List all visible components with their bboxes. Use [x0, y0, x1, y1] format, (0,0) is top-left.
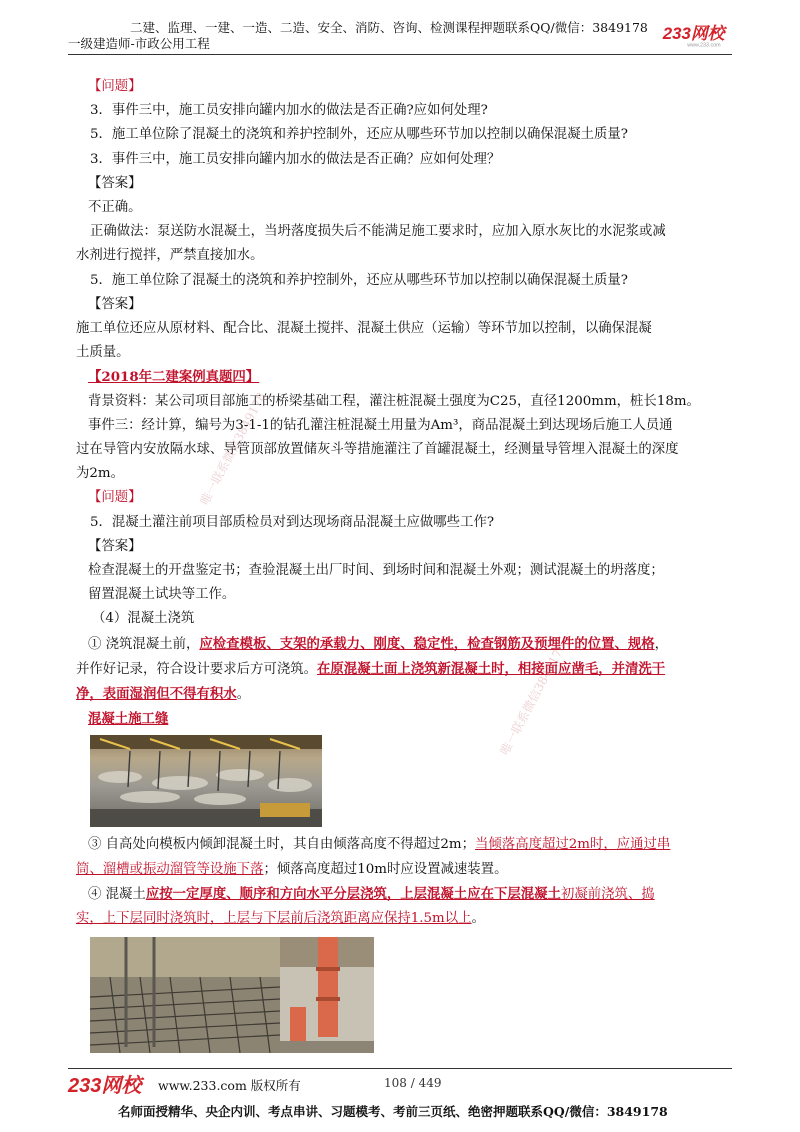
answer-heading: 【答案】	[88, 175, 142, 191]
paragraph	[76, 682, 736, 707]
paragraph	[88, 882, 736, 907]
paragraph	[76, 657, 736, 682]
paragraph	[88, 833, 736, 857]
highlight-text: 筒、溜槽或振动溜管等设施下落	[76, 861, 264, 877]
footer-logo	[66, 1073, 152, 1097]
chute-pipe-photo	[280, 937, 374, 1053]
construction-joint-photo	[90, 735, 322, 827]
question-heading: 【问题】	[88, 490, 142, 506]
paragraph: 3．事件三中，施工员安排向罐内加水的做法是否正确?应如何处理?	[90, 103, 488, 119]
text-run: 并作好记录，符合设计要求后方可浇筑。	[76, 661, 318, 677]
paragraph: 3．事件三中，施工员安排向罐内加水的做法是否正确？应如何处理？	[90, 151, 501, 167]
paragraph: 5．施工单位除了混凝土的浇筑和养护控制外，还应从哪些环节加以控制以确保混凝土质量?	[90, 127, 628, 143]
text-run: 。	[471, 911, 485, 927]
paragraph: 不正确。	[88, 200, 142, 216]
text-run: ① 浇筑混凝土前，	[88, 636, 200, 652]
svg-text:www.233.com: www.233.com	[687, 42, 721, 48]
paragraph	[76, 858, 736, 882]
section-heading: （4）混凝土浇筑	[92, 611, 195, 627]
figure-caption: 混凝土施工缝	[88, 711, 169, 728]
watermark: 唯一联系微信3849178	[497, 640, 569, 758]
paragraph	[88, 632, 736, 657]
paragraph: 土质量。	[76, 345, 130, 361]
watermark: 唯一联系微信3849178	[197, 390, 269, 508]
page-number: 108 / 449	[384, 1076, 442, 1090]
header-subtitle: 一级建造师-市政公用工程	[68, 36, 210, 51]
paragraph: 为2m。	[76, 466, 124, 482]
paragraph: 事件三：经计算，编号为3-1-1的钻孔灌注桩混凝土用量为Am³，商品混凝土到达现场后施工人员通	[88, 417, 673, 433]
answer-heading: 【答案】	[88, 296, 142, 312]
text-run: ，	[654, 636, 669, 652]
svg-text:233网校: 233网校	[662, 23, 725, 43]
text-run: ③ 自高处向模板内倾卸混凝土时，其自由倾落高度不得超过2m；	[88, 837, 476, 853]
question-heading: 【问题】	[88, 79, 142, 94]
highlight-text: 应检查模板、支架的承载力、刚度、稳定性，检查钢筋及预埋件的位置、规格	[199, 635, 655, 652]
text-run: ；倾落高度超过10m时应设置减速装置。	[263, 861, 508, 877]
header-logo	[648, 22, 748, 48]
footer-ad-line: 名师面授精华、央企内训、考点串讲、习题模考、考前三页纸、绝密押题联系QQ/微信：3849178	[118, 1104, 668, 1119]
text-run: 。	[236, 687, 251, 703]
paragraph: 背景资料：某公司项目部施工的桥梁基础工程，灌注桩混凝土强度为C25，直径1200mm，桩长18m。	[88, 393, 700, 409]
svg-text:233网校: 233网校	[68, 1075, 142, 1097]
paragraph: 检查混凝土的开盘鉴定书；查验混凝土出厂时间、到场时间和混凝土外观；测试混凝土的坍落度；	[88, 563, 664, 579]
header-divider	[68, 54, 732, 55]
paragraph: 正确做法：泵送防水混凝土，当坍落度损失后不能满足施工要求时，应加入原水灰比的水泥浆或减	[90, 224, 666, 240]
footer-copyright: www.233.com 版权所有	[158, 1078, 301, 1093]
photo-row	[88, 937, 736, 1053]
highlight-text: 应按一定厚度、顺序和方向水平分层浇筑，上层混凝土应在下层混凝土	[145, 885, 561, 902]
answer-heading: 【答案】	[88, 538, 142, 554]
paragraph: 水剂进行搅拌，严禁直接加水。	[76, 248, 264, 264]
highlight-text: 初凝前浇筑、捣	[560, 886, 655, 902]
rebar-cage-photo	[90, 937, 280, 1053]
paragraph: 5．施工单位除了混凝土的浇筑和养护控制外，还应从哪些环节加以控制以确保混凝土质量?	[90, 272, 628, 288]
paragraph: 留置混凝土试块等工作。	[88, 587, 236, 603]
footer-divider	[68, 1068, 732, 1069]
paragraph: 5．混凝土灌注前项目部质检员对到达现场商品混凝土应做哪些工作?	[90, 514, 495, 530]
text-run: ④ 混凝土	[88, 886, 146, 902]
document-body	[76, 75, 736, 1053]
paragraph: 施工单位还应从原材料、配合比、混凝土搅拌、混凝土供应（运输）等环节加以控制，以确保混凝	[76, 321, 652, 337]
case-heading: 【2018年二建案例真题四】	[88, 369, 260, 386]
highlight-text: 实，上下层同时浇筑时，上层与下层前后浇筑距离应保持1.5m以上	[76, 911, 472, 927]
highlight-text: 当倾落高度超过2m时，应通过串	[475, 837, 671, 853]
paragraph	[76, 907, 736, 931]
highlight-text: 净，表面湿润但不得有积水	[76, 686, 237, 703]
header-ad-line: 二建、监理、一建、一造、二造、安全、消防、咨询、检测课程押题联系QQ/微信：3849178	[130, 20, 648, 35]
highlight-text: 在原混凝土面上浇筑新混凝土时，相接面应凿毛，并清洗干	[317, 660, 666, 677]
paragraph: 过在导管内安放隔水球、导管顶部放置储灰斗等措施灌注了首罐混凝土，经测量导管埋入混凝土的深度	[76, 442, 679, 458]
page-header	[68, 14, 748, 50]
